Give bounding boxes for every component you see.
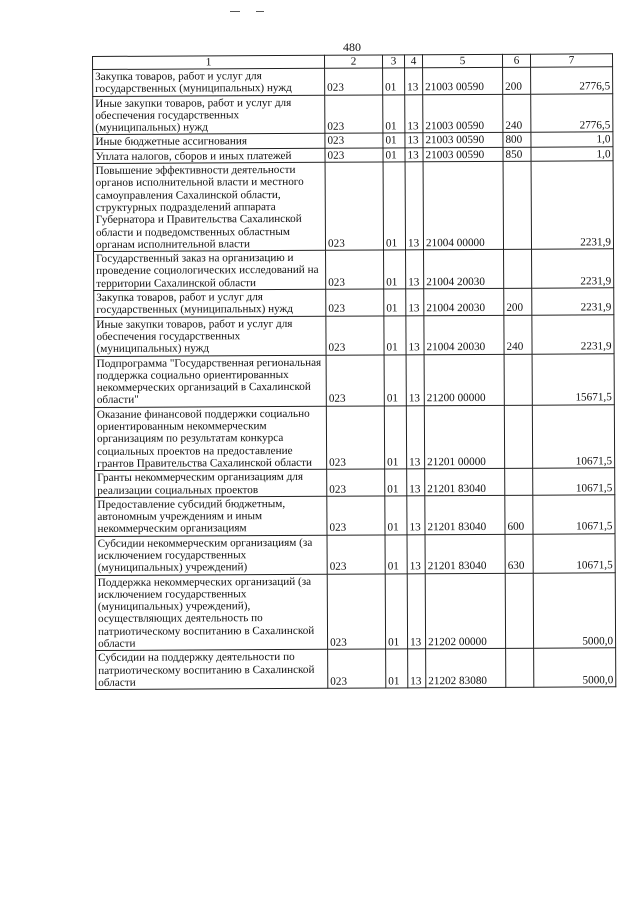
- row-ministry-code: 023: [327, 496, 385, 535]
- row-amount: 10671,5: [532, 404, 614, 468]
- row-subsection-code: 13: [405, 148, 423, 162]
- row-name: Закупка товаров, работ и услуг для государственных (муниципальных) нужд: [94, 289, 326, 317]
- row-target-code: 21201 00000: [424, 405, 504, 469]
- row-ministry-code: 023: [328, 649, 386, 688]
- budget-table: [92, 53, 616, 690]
- row-expense-type: [504, 354, 532, 405]
- row-name: Гранты некоммерческим организациям для реализации социальных проектов: [95, 469, 327, 497]
- scan-mark: [230, 11, 240, 12]
- row-amount: 5000,0: [533, 572, 615, 648]
- row-section-code: 01: [383, 148, 405, 162]
- table-row: [94, 353, 614, 407]
- row-subsection-code: 13: [406, 250, 424, 289]
- row-target-code: 21004 00000: [423, 161, 503, 249]
- row-subsection-code: 13: [405, 133, 423, 147]
- row-ministry-code: 023: [327, 574, 385, 650]
- table-row: [95, 468, 615, 497]
- row-amount: 2776,5: [531, 93, 613, 132]
- scan-mark: [256, 11, 264, 12]
- row-expense-type: [504, 405, 532, 469]
- row-target-code: 21003 00590: [423, 147, 503, 162]
- row-expense-type: [504, 249, 532, 288]
- table-row: [94, 404, 614, 470]
- table-row: [95, 572, 615, 651]
- row-name: Поддержка некоммерческих организаций (за исключением государственных (муниципальных) учреждений), осуществляющих деятельность по патриотическому воспитанию в Сахалинской области: [95, 574, 327, 651]
- row-name: Субсидии на поддержку деятельности по патриотическому воспитанию в Сахалинской области: [96, 650, 328, 690]
- row-section-code: 01: [385, 469, 407, 496]
- row-name: Субсидии некоммерческим организациям (за исключением государственных (муниципальных) учреждений): [95, 535, 327, 575]
- row-section-code: 01: [384, 250, 406, 289]
- row-expense-type: [505, 573, 533, 649]
- row-section-code: 01: [384, 316, 406, 355]
- row-amount: 15671,5: [532, 353, 614, 405]
- row-subsection-code: 13: [405, 68, 423, 95]
- row-subsection-code: 13: [407, 534, 425, 573]
- row-expense-type: 200: [504, 288, 532, 315]
- row-section-code: 01: [384, 289, 406, 316]
- row-expense-type: 800: [503, 133, 531, 147]
- row-subsection-code: 13: [407, 496, 425, 535]
- row-section-code: 01: [383, 133, 405, 147]
- row-target-code: 21201 83040: [425, 469, 505, 496]
- row-expense-type: 600: [505, 495, 533, 534]
- row-subsection-code: 13: [407, 573, 425, 649]
- row-amount: 5000,0: [534, 648, 616, 687]
- row-expense-type: [505, 468, 533, 495]
- column-header: 5: [422, 54, 502, 67]
- row-name: Повышение эффективности деятельности органов исполнительной власти и местного самоуправления Сахалинской области, структурных подразделений аппарата Губернатора и Правительства Сахалинской области и подведомственных областным органам исполнительной власти: [93, 162, 325, 251]
- row-amount: 2231,9: [532, 314, 614, 353]
- row-section-code: 01: [385, 573, 407, 649]
- column-header: 3: [382, 55, 404, 68]
- row-subsection-code: 13: [407, 469, 425, 496]
- row-section-code: 01: [383, 94, 405, 133]
- column-header: 2: [324, 55, 382, 68]
- row-name: Подпрограмма "Государственная региональная поддержка социально ориентированных некоммерческих организаций в Сахалинской области": [94, 355, 326, 407]
- row-section-code: 01: [384, 406, 406, 470]
- column-header: 7: [530, 54, 612, 67]
- table-row: [93, 93, 613, 135]
- row-expense-type: [503, 161, 531, 249]
- row-name: Иные закупки товаров, работ и услуг для обеспечения государственных (муниципальных) нужд: [94, 316, 326, 356]
- row-ministry-code: 023: [325, 148, 383, 163]
- row-subsection-code: 13: [405, 94, 423, 133]
- row-expense-type: 200: [503, 67, 531, 94]
- row-subsection-code: 13: [406, 405, 424, 469]
- row-target-code: 21003 00590: [423, 94, 503, 133]
- row-target-code: 21003 00590: [423, 67, 503, 94]
- row-subsection-code: 13: [406, 289, 424, 316]
- page-number: 480: [343, 40, 361, 54]
- row-expense-type: [506, 649, 534, 688]
- row-ministry-code: 023: [325, 68, 383, 95]
- row-ministry-code: 023: [326, 406, 384, 470]
- table-row: [94, 288, 614, 317]
- table-row: [96, 648, 616, 690]
- row-amount: 10671,5: [533, 468, 615, 495]
- table-row: [95, 495, 615, 537]
- row-target-code: 21004 20030: [424, 288, 504, 315]
- row-expense-type: 850: [503, 147, 531, 161]
- row-ministry-code: 023: [325, 95, 383, 134]
- row-target-code: 21201 83040: [425, 534, 505, 573]
- row-target-code: 21201 83040: [425, 495, 505, 534]
- row-name: Иные бюджетные ассигнования: [93, 134, 325, 150]
- row-amount: 1,0: [531, 132, 613, 147]
- row-name: Иные закупки товаров, работ и услуг для обеспечения государственных (муниципальных) нужд: [93, 95, 325, 135]
- row-section-code: 01: [383, 162, 405, 250]
- row-ministry-code: 023: [326, 355, 384, 406]
- row-ministry-code: 023: [326, 250, 384, 289]
- row-ministry-code: 023: [326, 316, 384, 355]
- row-amount: 10671,5: [533, 495, 615, 534]
- row-name: Закупка товаров, работ и услуг для государственных (муниципальных) нужд: [93, 68, 325, 96]
- row-target-code: 21004 20030: [424, 250, 504, 289]
- column-header: 4: [404, 55, 422, 68]
- column-header: 1: [93, 55, 325, 69]
- row-expense-type: 240: [503, 94, 531, 133]
- row-section-code: 01: [385, 535, 407, 574]
- row-amount: 2231,9: [532, 249, 614, 288]
- row-subsection-code: 13: [408, 649, 426, 688]
- row-section-code: 01: [386, 649, 408, 688]
- row-section-code: 01: [385, 496, 407, 535]
- table-row: [93, 161, 613, 252]
- table-row: [94, 249, 614, 291]
- row-expense-type: 630: [505, 534, 533, 573]
- row-name: Оказание финансовой поддержки социально ориентированным некоммерческим организациям по результатам конкурса социальных проектов на предоставление грантов Правительства Сахалинской области: [94, 406, 326, 471]
- row-amount: 2776,5: [531, 67, 613, 94]
- table-row: [94, 314, 614, 356]
- table-body: [93, 67, 616, 690]
- row-amount: 1,0: [531, 147, 613, 162]
- row-amount: 10671,5: [533, 533, 615, 572]
- row-target-code: 21202 00000: [425, 573, 505, 649]
- row-name: Уплата налогов, сборов и иных платежей: [93, 148, 325, 164]
- row-ministry-code: 023: [325, 133, 383, 148]
- row-target-code: 21200 00000: [424, 354, 504, 406]
- row-ministry-code: 023: [327, 535, 385, 574]
- row-target-code: 21003 00590: [423, 133, 503, 148]
- row-subsection-code: 13: [406, 354, 424, 405]
- row-ministry-code: 023: [325, 162, 383, 250]
- table-row: [93, 67, 613, 96]
- row-section-code: 01: [383, 68, 405, 95]
- budget-table-container: [92, 53, 615, 690]
- row-ministry-code: 023: [327, 469, 385, 496]
- row-name: Государственный заказ на организацию и проведение социологических исследований на территории Сахалинской области: [94, 250, 326, 290]
- row-subsection-code: 13: [406, 315, 424, 354]
- table-row: [95, 533, 615, 575]
- row-subsection-code: 13: [405, 162, 423, 250]
- row-target-code: 21004 20030: [424, 315, 504, 354]
- row-name: Предоставление субсидий бюджетным, автономным учреждениям и иным некоммерческим организациям: [95, 496, 327, 536]
- row-target-code: 21202 83080: [426, 649, 506, 688]
- row-expense-type: 240: [504, 315, 532, 354]
- row-section-code: 01: [384, 354, 406, 405]
- row-amount: 2231,9: [532, 288, 614, 315]
- row-amount: 2231,9: [531, 161, 613, 250]
- column-header: 6: [502, 54, 530, 67]
- row-ministry-code: 023: [326, 289, 384, 316]
